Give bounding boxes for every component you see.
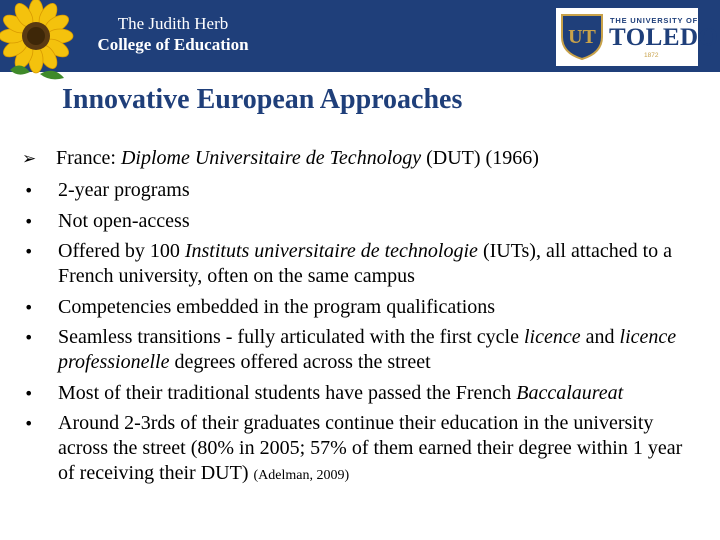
sunflower-icon <box>0 0 74 84</box>
lead-point <box>22 146 539 171</box>
bullet-text: (IUTs), all attached to a French university, often on the same campus <box>58 240 673 287</box>
bullet-dot-icon: • <box>24 297 34 317</box>
bullet-item <box>0 239 698 289</box>
ut-logo-small-text: THE UNIVERSITY OF <box>610 16 699 25</box>
bullet-text: degrees offered across the street <box>169 351 431 373</box>
header-band <box>0 0 720 72</box>
lead-prefix: France: <box>56 147 121 169</box>
bullet-italic-text: licence <box>524 326 581 348</box>
slide-title: Innovative European Approaches <box>62 84 463 115</box>
lead-italic: Diplome Universitaire de Technology <box>120 147 422 169</box>
bullet-dot-icon: • <box>24 383 34 403</box>
bullet-dot-icon: • <box>24 242 34 261</box>
bullet-text: Seamless transitions - fully articulated with the first cycle <box>58 326 524 348</box>
bullet-text: Most of their traditional students have passed the French <box>58 381 517 404</box>
bullet-text: and <box>580 326 620 348</box>
ut-shield-icon <box>560 13 604 61</box>
bullet-text: 2-year programs <box>58 179 190 201</box>
ut-logo-big-text: TOLEDO <box>609 24 719 51</box>
bullet-dot-icon: • <box>24 181 34 200</box>
bullet-text: Competencies embedded in the program qualifications <box>58 295 496 318</box>
college-name-line2: College of Education <box>97 35 249 54</box>
bullet-text: Not open-access <box>58 209 190 232</box>
college-name <box>78 14 268 56</box>
bullet-italic-text: Baccalaureat <box>516 381 624 404</box>
bullet-dot-icon: • <box>24 414 34 433</box>
bullet-list <box>0 178 698 494</box>
bullet-item <box>0 178 698 203</box>
ut-shield-text: UT <box>568 26 596 48</box>
citation-text: (Adelman, 2009) <box>253 468 350 483</box>
bullet-dot-icon: • <box>24 211 34 231</box>
bullet-item <box>0 325 698 375</box>
ut-logo-year: 1872 <box>644 52 659 59</box>
bullet-text: Offered by 100 <box>58 240 185 262</box>
arrow-bullet-icon: ➢ <box>22 149 37 169</box>
bullet-italic-text: Instituts universitaire de technologie <box>184 240 478 262</box>
lead-suffix: (DUT) (1966) <box>421 147 539 169</box>
bullet-item <box>0 411 698 488</box>
bullet-dot-icon: • <box>24 328 34 347</box>
bullet-item <box>0 381 698 406</box>
bullet-text: Around 2-3rds of their graduates continue their education in the university across the street (80% in 2005; 57% of them earned their degree within 1 year of receiving their DUT) <box>58 412 683 484</box>
college-name-line1: The Judith Herb <box>117 14 229 33</box>
bullet-italic-text: licence professionelle <box>58 326 677 373</box>
university-of-toledo-logo <box>556 8 719 66</box>
bullet-item <box>0 209 698 234</box>
bullet-item <box>0 295 698 320</box>
